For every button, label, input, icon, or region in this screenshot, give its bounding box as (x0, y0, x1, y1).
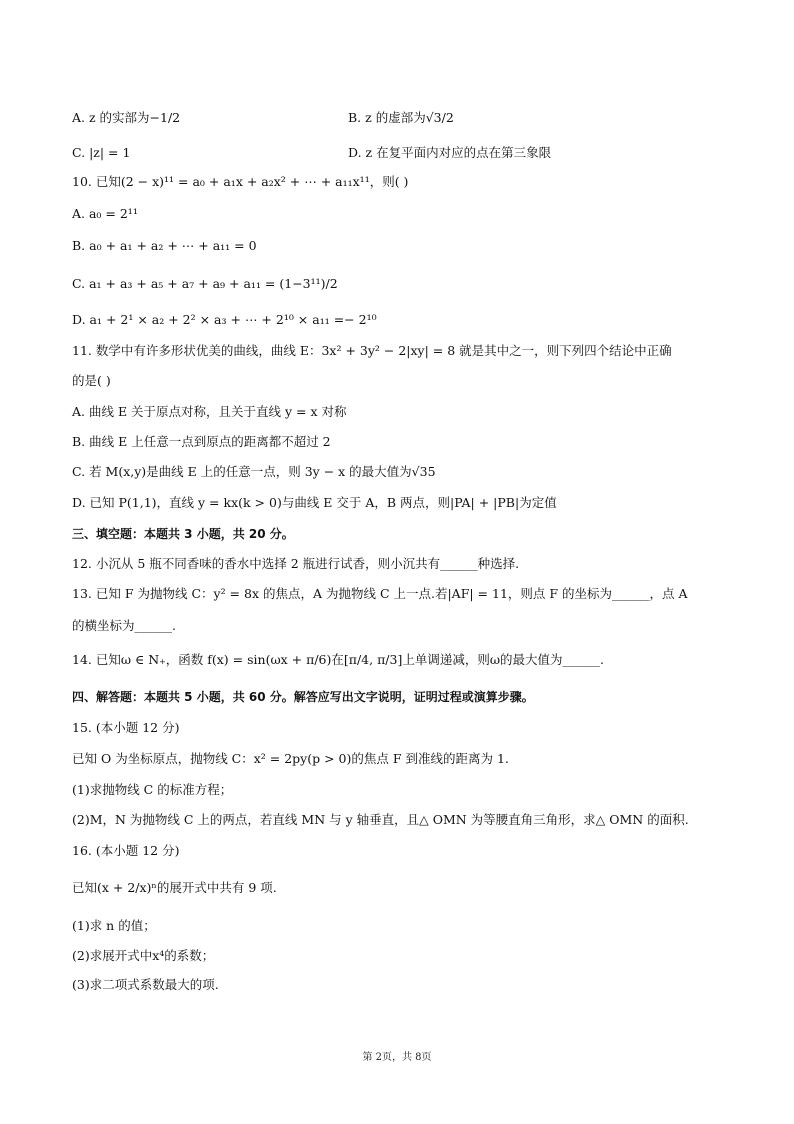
q15-stem: 已知 O 为坐标原点，抛物线 C：x² = 2py(p > 0)的焦点 F 到准线的距离为 1. (72, 751, 509, 766)
q15-heading: 15. (本小题 12 分) (72, 720, 180, 735)
section-4-heading: 四、解答题：本题共 5 小题，共 60 分。解答应写出文字说明，证明过程或演算步骤。 (72, 690, 534, 704)
q9-option-b: B. z 的虚部为√3/2 (348, 110, 454, 125)
q11-stem-line2: 的是( ) (72, 373, 111, 388)
q15-part1: (1)求抛物线 C 的标准方程； (72, 782, 233, 797)
q11-option-d: D. 已知 P(1,1)，直线 y = kx(k > 0)与曲线 E 交于 A，B 两点，则|PA| + |PB|为定值 (72, 495, 557, 510)
q12-text: 12. 小沉从 5 瓶不同香味的香水中选择 2 瓶进行试香，则小沉共有______种选择. (72, 556, 520, 571)
q9-option-d: D. z 在复平面内对应的点在第三象限 (348, 145, 552, 160)
q15-part2: (2)M，N 为抛物线 C 上的两点，若直线 MN 与 y 轴垂直，且△ OMN 为等腰直角三角形，求△ OMN 的面积. (72, 812, 689, 827)
q13-line1: 13. 已知 F 为抛物线 C：y² = 8x 的焦点，A 为抛物线 C 上一点.若|AF| = 11，则点 F 的坐标为______，点 A (72, 586, 688, 601)
q14-text: 14. 已知ω ∈ N₊，函数 f(x) = sin(ωx + π/6)在[π/4, π/3]上单调递减，则ω的最大值为______. (72, 652, 604, 667)
q16-heading: 16. (本小题 12 分) (72, 843, 180, 858)
q10-option-a: A. a₀ = 2¹¹ (72, 206, 138, 221)
section-3-heading: 三、填空题：本题共 3 小题，共 20 分。 (72, 527, 294, 541)
q10-option-d: D. a₁ + 2¹ × a₂ + 2² × a₃ + ⋯ + 2¹⁰ × a₁₁ =− 2¹⁰ (72, 312, 377, 327)
q16-part2: (2)求展开式中x⁴的系数； (72, 948, 215, 963)
q11-option-c: C. 若 M(x,y)是曲线 E 上的任意一点，则 3y − x 的最大值为√35 (72, 464, 436, 479)
page-footer: 第 2页，共 8页 (362, 1052, 432, 1063)
q11-stem-line1: 11. 数学中有许多形状优美的曲线，曲线 E：3x² + 3y² − 2|xy| = 8 就是其中之一，则下列四个结论中正确 (72, 343, 672, 358)
q16-part3: (3)求二项式系数最大的项. (72, 977, 219, 992)
q16-stem: 已知(x + 2/x)ⁿ的展开式中共有 9 项. (72, 880, 277, 895)
q11-option-b: B. 曲线 E 上任意一点到原点的距离都不超过 2 (72, 434, 331, 449)
q11-option-a: A. 曲线 E 关于原点对称，且关于直线 y = x 对称 (72, 404, 347, 419)
q10-option-c: C. a₁ + a₃ + a₅ + a₇ + a₉ + a₁₁ = (1−3¹¹)/2 (72, 276, 338, 291)
q10-option-b: B. a₀ + a₁ + a₂ + ⋯ + a₁₁ = 0 (72, 238, 257, 253)
q16-part1: (1)求 n 的值； (72, 918, 156, 933)
q9-option-c: C. |z| = 1 (72, 145, 131, 160)
q10-stem: 10. 已知(2 − x)¹¹ = a₀ + a₁x + a₂x² + ⋯ + a₁₁x¹¹，则( ) (72, 174, 409, 189)
q13-line2: 的横坐标为______. (72, 618, 176, 633)
q9-option-a: A. z 的实部为−1/2 (72, 110, 181, 125)
